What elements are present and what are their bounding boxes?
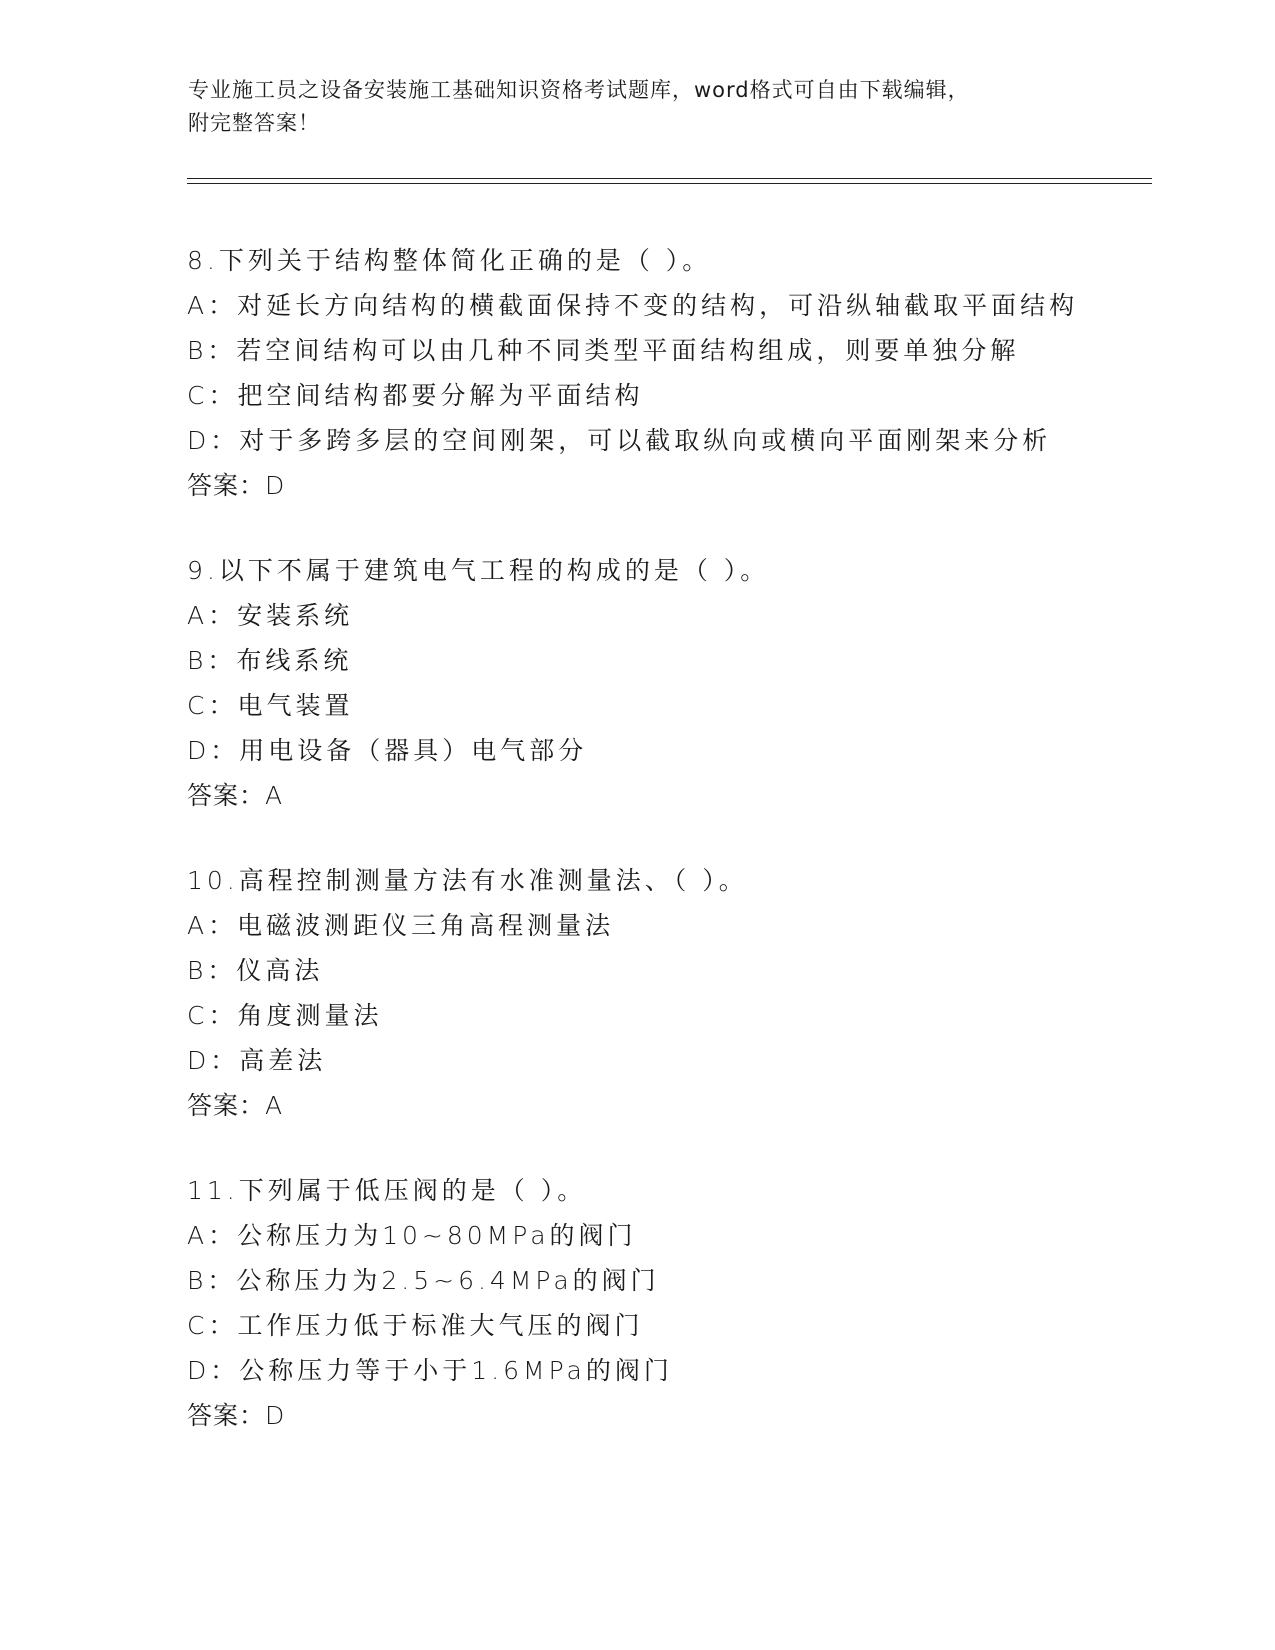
header-line-1: 专业施工员之设备安装施工基础知识资格考试题库，word格式可自由下载编辑， bbox=[188, 78, 970, 102]
question-spacer bbox=[187, 818, 1187, 858]
option-b: B：布线系统 bbox=[187, 646, 353, 675]
header-divider-bottom bbox=[187, 183, 1152, 184]
option-a: A：公称压力为10~80MPa的阀门 bbox=[187, 1221, 637, 1250]
option-c: C：把空间结构都要分解为平面结构 bbox=[187, 381, 644, 410]
question-10 bbox=[187, 858, 1187, 1128]
option-d: D：公称压力等于小于1.6MPa的阀门 bbox=[187, 1356, 673, 1385]
option-a: A：对延长方向结构的横截面保持不变的结构，可沿纵轴截取平面结构 bbox=[187, 291, 1079, 320]
option-d: D：用电设备（器具）电气部分 bbox=[187, 736, 588, 765]
question-stem: 11.下列属于低压阀的是（ ）。 bbox=[187, 1176, 587, 1205]
option-d: D：对于多跨多层的空间刚架，可以截取纵向或横向平面刚架来分析 bbox=[187, 426, 1052, 455]
answer-label: 答案：A bbox=[187, 781, 284, 810]
question-9 bbox=[187, 548, 1187, 818]
question-spacer bbox=[187, 1128, 1187, 1168]
question-8 bbox=[187, 238, 1187, 508]
header-line-2: 附完整答案！ bbox=[188, 111, 320, 135]
option-c: C：工作压力低于标准大气压的阀门 bbox=[187, 1311, 644, 1340]
option-c: C：电气装置 bbox=[187, 691, 354, 720]
question-11 bbox=[187, 1168, 1187, 1438]
answer-label: 答案：D bbox=[187, 471, 286, 500]
question-list bbox=[187, 238, 1187, 1438]
answer-label: 答案：A bbox=[187, 1091, 284, 1120]
option-b: B：公称压力为2.5~6.4MPa的阀门 bbox=[187, 1266, 660, 1295]
option-a: A：安装系统 bbox=[187, 601, 354, 630]
question-stem: 8.下列关于结构整体简化正确的是（ ）。 bbox=[187, 246, 712, 275]
option-d: D：高差法 bbox=[187, 1046, 327, 1075]
option-c: C：角度测量法 bbox=[187, 1001, 383, 1030]
question-stem: 9.以下不属于建筑电气工程的构成的是（ ）。 bbox=[187, 556, 770, 585]
option-a: A：电磁波测距仪三角高程测量法 bbox=[187, 911, 615, 940]
option-b: B：仪高法 bbox=[187, 956, 324, 985]
question-spacer bbox=[187, 508, 1187, 548]
answer-label: 答案：D bbox=[187, 1401, 286, 1430]
question-stem: 10.高程控制测量方法有水准测量法、（ ）。 bbox=[187, 866, 748, 895]
option-b: B：若空间结构可以由几种不同类型平面结构组成，则要单独分解 bbox=[187, 336, 1020, 365]
header-divider-top bbox=[187, 178, 1152, 179]
document-header bbox=[188, 74, 1088, 140]
